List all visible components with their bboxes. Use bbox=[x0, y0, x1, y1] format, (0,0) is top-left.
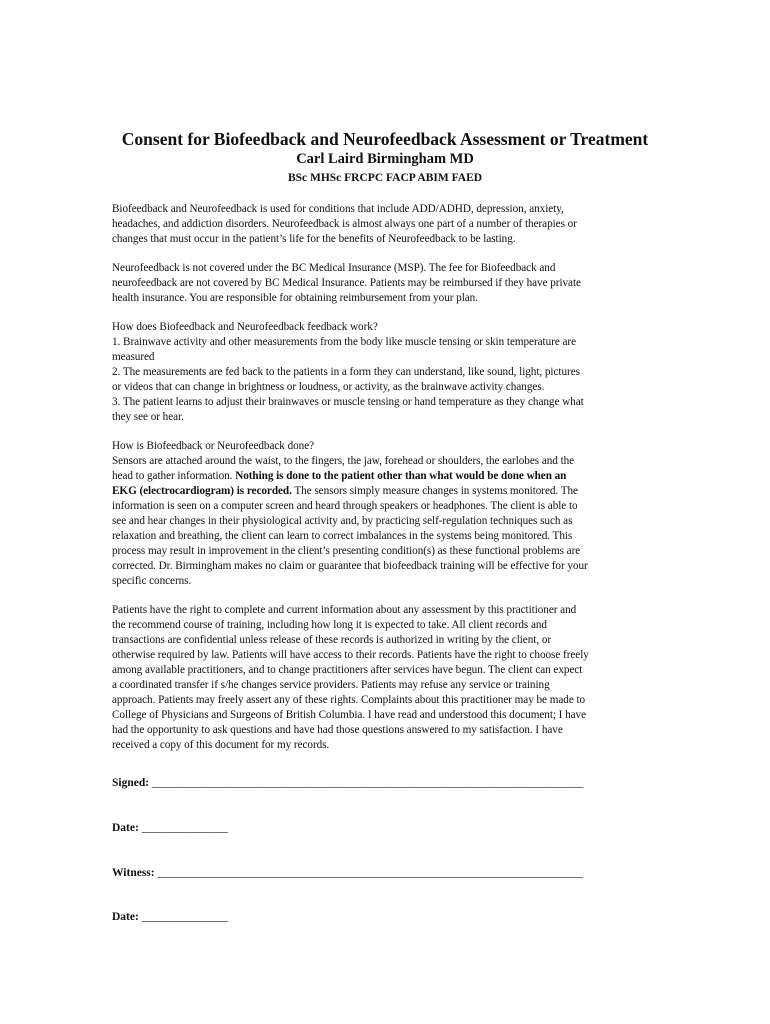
signed-label: Signed: bbox=[112, 777, 150, 789]
witness-field[interactable] bbox=[112, 866, 583, 881]
text-line: relaxation and breathing, the client can learn to correct imbalances in the systems being monitored. This bbox=[112, 530, 573, 542]
paragraph-how-it-works bbox=[112, 320, 658, 425]
text-line: 3. The patient learns to adjust their brainwaves or muscle tensing or hand temperature as they change what bbox=[112, 396, 584, 408]
paragraph-procedure bbox=[112, 439, 658, 589]
signed-line[interactable]: ___________________________________________________________________________ bbox=[151, 777, 584, 789]
document-title: Consent for Biofeedback and Neurofeedback Assessment or Treatment bbox=[121, 129, 649, 149]
text-line bbox=[112, 484, 658, 499]
text-segment: head to gather information. bbox=[112, 470, 236, 482]
text-line: College of Physicians and Surgeons of British Columbia. I have read and understood this document; I have bbox=[112, 709, 587, 721]
date-field[interactable] bbox=[112, 821, 228, 836]
paragraph-conditions bbox=[112, 202, 658, 247]
text-segment: The sensors simply measure changes in systems monitored. The bbox=[291, 485, 578, 497]
text-line: Biofeedback and Neurofeedback is used for conditions that include ADD/ADHD, depression, anxiety, bbox=[112, 203, 564, 215]
emphasis-text: EKG (electrocardiogram) is recorded. bbox=[112, 485, 292, 497]
date-line[interactable]: _______________ bbox=[141, 911, 228, 923]
text-line: information is seen on a computer screen and heard through speakers or headphones. The client is able to bbox=[112, 500, 578, 512]
witness-line[interactable]: __________________________________________________________________________ bbox=[157, 867, 583, 879]
emphasis-text: Nothing is done to the patient other than what would be done when an bbox=[235, 470, 567, 482]
date-label: Date: bbox=[112, 822, 139, 834]
text-line: Sensors are attached around the waist, to the fingers, the jaw, forehead or shoulders, the earlobes and the bbox=[112, 455, 575, 467]
text-line: specific concerns. bbox=[112, 575, 192, 587]
text-line: How is Biofeedback or Neurofeedback done? bbox=[112, 440, 315, 452]
text-line: neurofeedback are not covered by BC Medical Insurance. Patients may be reimbursed if they have private bbox=[112, 277, 581, 289]
text-line: headaches, and addiction disorders. Neurofeedback is almost always one part of a number of therapies or bbox=[112, 218, 577, 230]
text-line: Neurofeedback is not covered under the BC Medical Insurance (MSP). The fee for Biofeedback and bbox=[112, 262, 556, 274]
witness-date-field[interactable] bbox=[112, 910, 228, 925]
text-line: see and hear changes in their physiological activity and, by practicing self-regulation techniques such as bbox=[112, 515, 573, 527]
paragraph-patient-rights bbox=[112, 603, 658, 753]
text-line: process may result in improvement in the client’s presenting condition(s) as these functional problems are bbox=[112, 545, 581, 557]
text-line: changes that must occur in the patient’s life for the benefits of Neurofeedback to be lasting. bbox=[112, 233, 516, 245]
text-line: Patients have the right to complete and current information about any assessment by this practitioner and bbox=[112, 604, 577, 616]
text-line: they see or hear. bbox=[112, 411, 184, 423]
date-line[interactable]: _______________ bbox=[141, 822, 228, 834]
text-line: among available practitioners, and to change practitioners after services have begun. The client can expect bbox=[112, 664, 583, 676]
text-line: the recommend course of training, including how long it is expected to take. All client records and bbox=[112, 619, 547, 631]
text-line: health insurance. You are responsible for obtaining reimbursement from your plan. bbox=[112, 292, 478, 304]
text-line: 2. The measurements are fed back to the patients in a form they can understand, like sound, light, pictures bbox=[112, 366, 580, 378]
text-line: transactions are confidential unless release of these records is authorized in writing by the client, or bbox=[112, 634, 552, 646]
author-credentials: BSc MHSc FRCPC FACP ABIM FAED bbox=[287, 172, 483, 184]
text-line: 1. Brainwave activity and other measurements from the body like muscle tensing or skin temperature are bbox=[112, 336, 577, 348]
signed-field[interactable] bbox=[112, 776, 583, 791]
text-line: had the opportunity to ask questions and have had those questions answered to my satisfaction. I have bbox=[112, 724, 563, 736]
witness-label: Witness: bbox=[112, 867, 155, 879]
text-line: otherwise required by law. Patients will have access to their records. Patients have the right to choose freely bbox=[112, 649, 589, 661]
text-line: approach. Patients may freely assert any of these rights. Complaints about this practitioner may be made to bbox=[112, 694, 586, 706]
date-label: Date: bbox=[112, 911, 139, 923]
text-line: corrected. Dr. Birmingham makes no claim or guarantee that biofeedback training will be effective for your bbox=[112, 560, 588, 572]
paragraph-insurance bbox=[112, 261, 658, 306]
text-line: received a copy of this document for my records. bbox=[112, 739, 330, 751]
text-line: How does Biofeedback and Neurofeedback feedback work? bbox=[112, 321, 378, 333]
text-line: or videos that can change in brightness or loudness, or activity, as the brainwave activity changes. bbox=[112, 381, 545, 393]
author-name: Carl Laird Birmingham MD bbox=[296, 151, 474, 167]
text-line bbox=[112, 469, 658, 484]
text-line: a coordinated transfer if s/he changes service providers. Patients may refuse any service or training bbox=[112, 679, 550, 691]
text-line: measured bbox=[112, 351, 155, 363]
